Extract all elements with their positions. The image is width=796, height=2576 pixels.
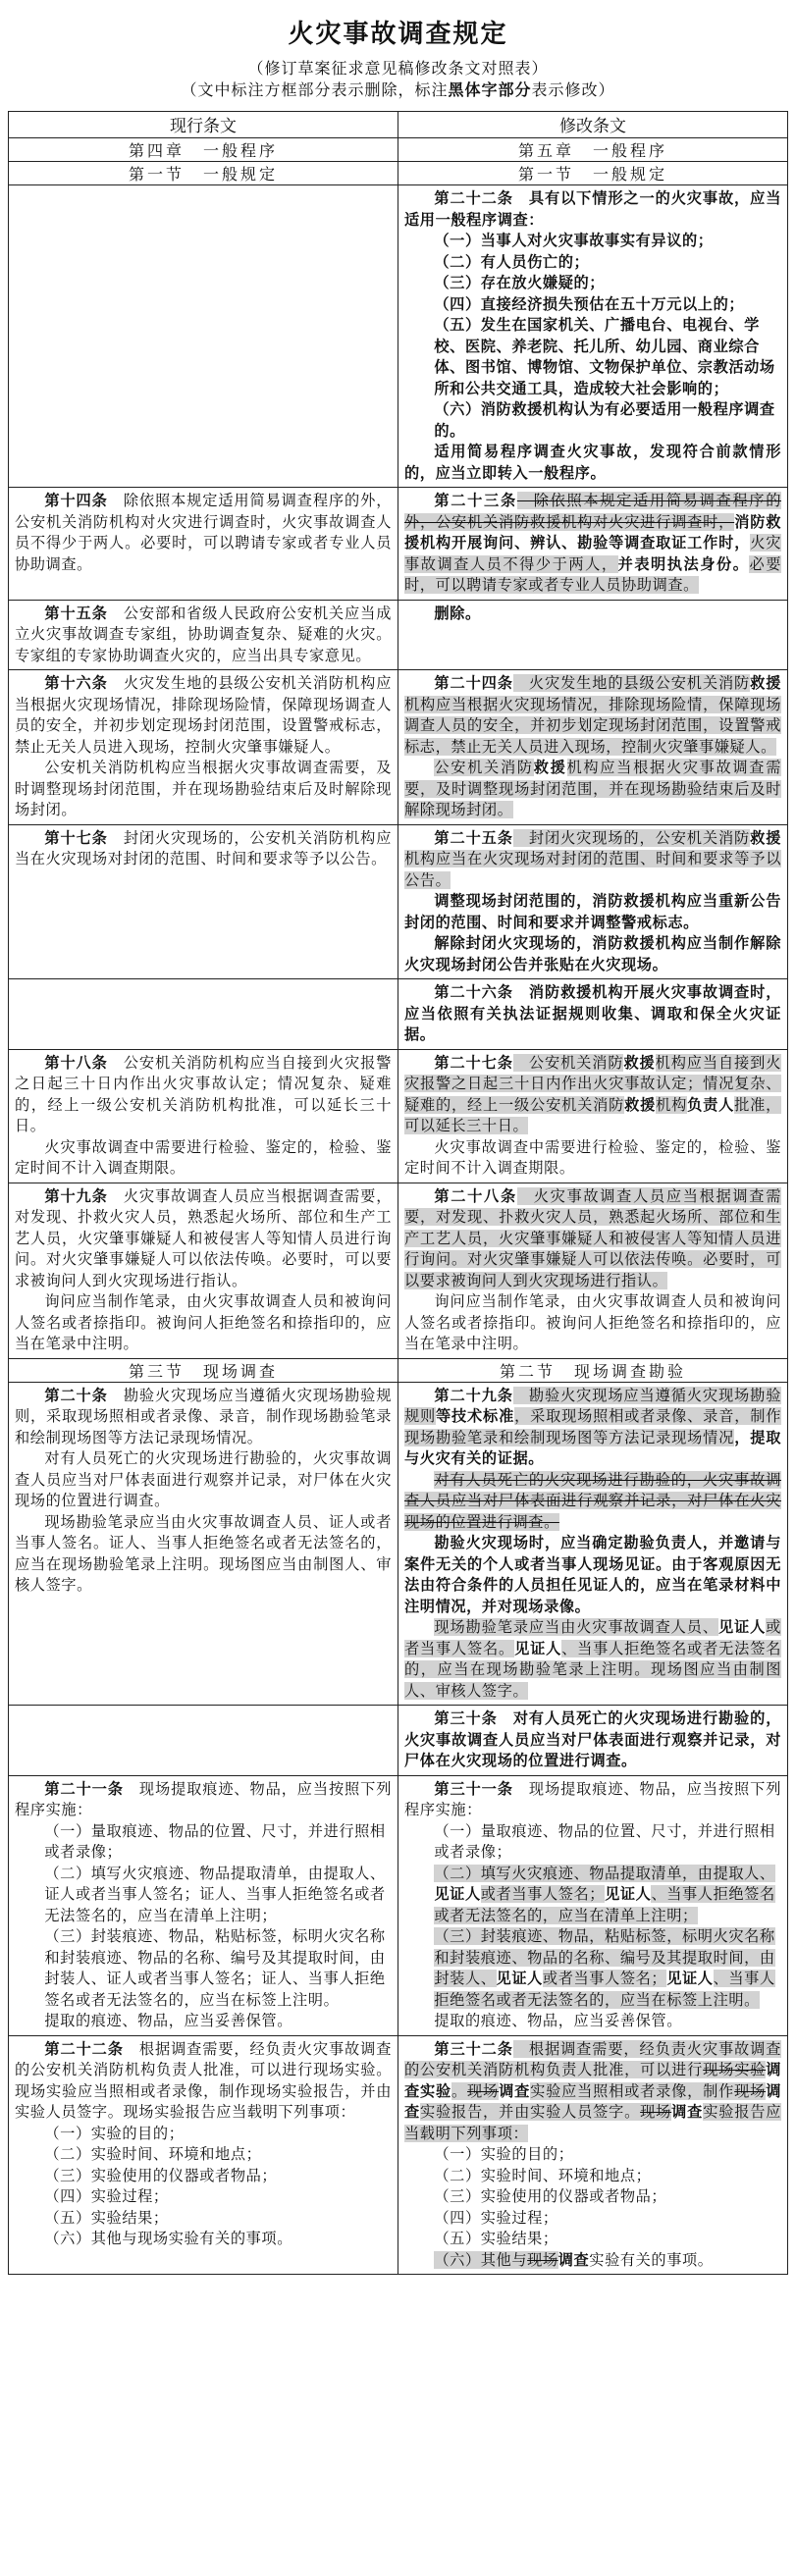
current-article-cell: [9, 1049, 398, 1183]
text-run: 现场: [640, 2103, 672, 2121]
right-paragraph: [404, 1779, 781, 1821]
revised-article-cell: [398, 670, 788, 825]
document-note: [8, 79, 788, 101]
article-row: [9, 1706, 788, 1776]
table-body: [9, 138, 788, 2275]
text-run: 公安机关消防: [434, 759, 534, 776]
left-paragraph: [15, 1186, 392, 1292]
revised-article-cell: 第五章 一般程序: [398, 138, 788, 162]
left-paragraph: [15, 1386, 392, 1449]
right-paragraph: [404, 442, 781, 484]
text-run: （三）存在放火嫌疑的；: [434, 274, 606, 291]
text-run: 并表明执法身份。: [617, 554, 750, 573]
right-paragraph: [404, 231, 781, 252]
text-run: 调查: [557, 2250, 590, 2269]
revised-article-cell: 第一节 一般规定: [398, 162, 788, 185]
left-paragraph: [15, 673, 392, 758]
right-paragraph: [404, 1709, 781, 1772]
left-paragraph: [15, 491, 392, 575]
text-run: 救援: [750, 828, 782, 847]
text-run: （二）有人员伤亡的；: [434, 252, 590, 271]
text-run: 见证人: [496, 1970, 543, 1987]
text-run: （二）填写火灾痕迹、物品提取清单，由提取人、: [434, 1864, 775, 1882]
article-row: [9, 600, 788, 670]
right-paragraph: [404, 1926, 781, 2011]
text-run: 第十四条: [44, 492, 108, 509]
left-paragraph: [15, 2011, 392, 2032]
text-run: 机构应当在火灾现场对封闭的范围、时间和要求等予以公告。: [404, 850, 781, 889]
text-run: 根据调查需要，经负责火灾事故调查的公安机关消防机构负责人批准，可以进行现场实验。现场实验应当照相或者录像，制作现场实验报告，并由实验人员签字。现场实验报告应当载明下列事项：: [15, 2039, 393, 2121]
text-run: 第二十二条: [44, 2039, 124, 2058]
right-paragraph: [404, 2166, 781, 2187]
document-page: [8, 0, 788, 2275]
text-run: 第十九条: [44, 1186, 108, 1205]
current-article-cell: [9, 488, 398, 601]
right-paragraph: [404, 2250, 781, 2272]
text-run: 消防救援机构开展询问、辨认、勘验等调查取证工作时，: [404, 512, 781, 552]
text-run: 现场勘验笔录应当由火灾事故调查人员、: [434, 1618, 718, 1636]
text-run: 、当事人拒绝签名或者无法签名的，应当在现场勘验笔录上注明。现场图应当由制图人、审核人签字。: [404, 1639, 781, 1700]
left-paragraph: [15, 758, 392, 821]
right-paragraph: [404, 1386, 781, 1470]
text-run: ，采取现场照相或者录像、录音，制作现场勘验笔录和绘制现场图等方法记录现场情况: [404, 1407, 782, 1446]
text-run: 除依照本规定适用简易调查程序的外，公安机关消防救援机构对火灾进行调查时，: [404, 492, 781, 531]
text-run: 火灾事故调查人员应当根据调查需要，对发现、扑救火灾人员，熟悉起火场所、部位和生产工艺人员，火灾肇事嫌疑人和被侵害人等知情人员进行询问。对火灾肇事嫌疑人可以依法传唤。必要时，可以要求被询问人到火灾现场进行指认。: [404, 1186, 781, 1289]
text-run: 现场实验: [703, 2061, 767, 2078]
left-paragraph: [15, 604, 392, 667]
left-paragraph: [15, 828, 392, 870]
revised-article-cell: [398, 488, 788, 601]
right-paragraph: [404, 273, 781, 294]
text-run: （六）消防救援机构认为有必要适用一般程序调查的。: [434, 400, 775, 440]
section-heading-row: [9, 162, 788, 185]
revised-article-cell: [398, 600, 788, 670]
text-run: 调查: [499, 2081, 531, 2100]
text-run: 见证人: [434, 1885, 481, 1903]
left-paragraph: [15, 1137, 392, 1180]
article-row: [9, 1183, 788, 1358]
left-paragraph: [15, 1926, 392, 2011]
right-paragraph: [404, 491, 781, 597]
text-run: ，提取与火灾有关的证据。: [404, 1428, 781, 1467]
right-paragraph: [404, 2229, 781, 2250]
document-subtitle: （修订草案征求意见稿修改条文对照表）: [247, 59, 549, 78]
text-run: 封闭火灾现场的，公安机关消防机构应当在火灾现场对封闭的范围、时间和要求等予以公告。: [15, 828, 392, 867]
left-paragraph: [15, 1448, 392, 1512]
revised-article-cell: [398, 185, 788, 488]
text-run: 机构应当自接到火灾报警之日起三十日内作出火灾事故认定；情况复杂、疑难的，经上一级公安机关消防: [404, 1053, 781, 1114]
article-row: [9, 1775, 788, 2035]
text-run: 救援: [624, 1095, 657, 1114]
text-run: 第二十七条: [434, 1053, 513, 1072]
left-paragraph: [15, 2208, 392, 2230]
column-header-current: 现行条文: [9, 112, 398, 138]
revised-article-cell: [398, 1183, 788, 1358]
text-run: 第二十一条: [44, 1779, 124, 1798]
text-run: 第二十九条: [434, 1386, 513, 1404]
text-run: 见证人: [514, 1639, 562, 1657]
text-run: 救援: [750, 674, 782, 692]
right-paragraph: [404, 2039, 781, 2145]
text-run: 实验应当照相或者录像，制作: [530, 2081, 735, 2100]
right-paragraph: [404, 1291, 781, 1355]
text-run: 公安机关消防机构应当根据火灾事故调查需要，及时调整现场封闭范围，并在现场勘验结束后及时解除现场封闭。: [15, 759, 392, 818]
text-run: 具有以下情形之一的火灾事故，应当适用一般程序调查：: [404, 189, 782, 229]
text-run: 第二十八条: [434, 1186, 517, 1205]
text-run: 现场勘验笔录应当由火灾事故调查人员、证人或者当事人签名。证人、当事人拒绝签名或者无法签名的，应当在现场勘验笔录上注明。现场图应当由制图人、审核人签字。: [15, 1512, 392, 1594]
text-run: 。: [451, 2081, 468, 2100]
text-run: 机构应当根据火灾事故调查需要，及时调整现场封闭范围，并在现场勘验结束后及时解除现场封闭。: [404, 759, 781, 818]
revised-article-cell: [398, 1706, 788, 1776]
text-run: 勘验火灾现场应当遵循火灾现场勘验规则: [404, 1386, 782, 1425]
text-run: 公安部和省级人民政府公安机关应当成立火灾事故调查专家组，协助调查复杂、疑难的火灾。专家组的专家协助调查火灾的，应当出具专家意见。: [15, 604, 392, 664]
left-paragraph: [15, 2124, 392, 2145]
left-paragraph: [15, 2166, 392, 2187]
article-row: [9, 185, 788, 488]
text-run: 对有人员死亡的火灾现场进行勘验的，火灾事故调查人员应当对尸体表面进行观察并记录，对尸体在火灾现场的位置进行调查。: [404, 1470, 781, 1531]
text-run: 除依照本规定适用简易调查程序的外，公安机关消防机构对火灾进行调查时，火灾事故调查人员不得少于两人。必要时，可以聘请专家或者专业人员协助调查。: [15, 492, 392, 573]
right-paragraph: [404, 1533, 781, 1617]
text-run: 火灾事故调查人员不得少于两人，: [404, 534, 781, 573]
right-paragraph: [404, 1617, 781, 1702]
text-run: （一）量取痕迹、物品的位置、尺寸，并进行照相或者录像；: [434, 1821, 775, 1861]
text-run: 对有人员死亡的火灾现场进行勘验的，火灾事故调查人员应当对尸体表面进行观察并记录，对尸体在火灾现场的位置进行调查。: [15, 1449, 392, 1509]
text-run: 公安机关消防: [512, 1053, 624, 1072]
left-paragraph: [15, 2144, 392, 2166]
text-run: 公安机关消防机构应当自接到火灾报警之日起三十日内作出火灾事故认定；情况复杂、疑难的，经上一级公安机关消防机构批准，可以延长三十日。: [15, 1053, 392, 1134]
text-run: 实验有关的事项。: [589, 2250, 714, 2269]
text-run: 第二十五条: [434, 828, 513, 847]
text-run: 询问应当制作笔录，由火灾事故调查人员和被询问人签名或者捺指印。被询问人拒绝签名和捺指印的，应当在笔录中注明。: [404, 1292, 781, 1352]
right-paragraph: [404, 315, 781, 399]
text-run: 解除封闭火灾现场的，消防救援机构应当制作解除火灾现场封闭公告并张贴在火灾现场。: [404, 934, 781, 973]
text-run: 根据调查需要，经负责火灾事故调查的公安机关消防机构负责人批准，可以进行: [404, 2039, 782, 2078]
document-title: 火灾事故调查规定: [288, 20, 508, 49]
text-run: （二）实验时间、环境和地点；: [44, 2145, 262, 2163]
article-row: [9, 1049, 788, 1183]
column-header-revised: 修改条文: [398, 112, 788, 138]
text-run: 第十六条: [44, 674, 108, 692]
article-row: [9, 1382, 788, 1706]
text-run: （二）填写火灾痕迹、物品提取清单，由提取人、证人或者当事人签名；证人、当事人拒绝签名或者无法签名的，应当在清单上注明；: [44, 1864, 386, 1924]
revised-article-cell: [398, 1049, 788, 1183]
article-row: [9, 488, 788, 601]
current-article-cell: [9, 1706, 398, 1776]
text-run: 、当事人拒绝签名或者无法签名的，应当在清单上注明；: [434, 1885, 775, 1924]
text-run: 负责人: [687, 1095, 735, 1114]
text-run: 调查: [404, 2081, 781, 2121]
text-run: 火灾事故调查人员应当根据调查需要，对发现、扑救火灾人员，熟悉起火场所、部位和生产工艺人员，火灾肇事嫌疑人和被侵害人等知情人员进行询问。对火灾肇事嫌疑人可以依法传唤。必要时，可以要求被询问人到火灾现场进行指认。: [15, 1186, 392, 1289]
right-paragraph: [404, 933, 781, 975]
text-run: 火灾事故调查中需要进行检验、鉴定的，检验、鉴定时间不计入调查期限。: [15, 1137, 392, 1177]
text-run: 第三十二条: [434, 2039, 513, 2058]
right-paragraph: [404, 2208, 781, 2230]
text-run: 见证人: [605, 1885, 652, 1903]
right-paragraph: [404, 758, 781, 821]
text-run: 救援: [533, 759, 567, 776]
text-run: 删除。: [434, 604, 481, 622]
text-run: （三）封装痕迹、物品，粘贴标签，标明火灾名称和封装痕迹、物品的名称、编号及其提取时间，由封装人、证人或者当事人签名；证人、当事人拒绝签名或者无法签名的，应当在标签上注明。: [44, 1927, 386, 2009]
text-run: （四）实验过程；: [434, 2208, 558, 2227]
text-run: （五）实验结果；: [434, 2230, 558, 2247]
text-run: 火灾发生地的县级公安机关消防机构应当根据火灾现场情况，排除现场险情，保障现场调查人员的安全，并初步划定现场封闭范围，设置警戒标志，禁止无关人员进入现场，控制火灾肇事嫌疑人。: [15, 674, 392, 756]
text-run: 现场提取痕迹、物品，应当按照下列程序实施：: [15, 1779, 393, 1818]
text-run: 调整现场封闭范围的，消防救援机构应当重新公告封闭的范围、时间和要求并调整警戒标志。: [404, 892, 781, 931]
text-run: （三）封装痕迹、物品，粘贴标签，标明火灾名称和封装痕迹、物品的名称、编号及其提取时间，由封装人、: [434, 1927, 775, 1987]
left-paragraph: [15, 2039, 392, 2124]
left-paragraph: [15, 1291, 392, 1355]
left-paragraph: [15, 1053, 392, 1137]
text-run: （四）直接经济损失预估在五十万元以上的；: [434, 294, 745, 313]
text-run: 或者当事人签名；: [480, 1885, 606, 1903]
text-run: （一）实验的目的；: [434, 2145, 574, 2163]
text-run: 勘验火灾现场应当遵循火灾现场勘验规则，采取现场照相或者录像、录音，制作现场勘验笔录和绘制现场图等方法记录现场情况。: [15, 1386, 392, 1446]
text-run: 实验报告，并由实验人员签字。: [420, 2103, 641, 2121]
text-run: 询问应当制作笔录，由火灾事故调查人员和被询问人签名或者捺指印。被询问人拒绝签名和捺指印的，应当在笔录中注明。: [15, 1292, 392, 1352]
text-run: 第二十条: [44, 1386, 108, 1404]
right-paragraph: [404, 891, 781, 933]
left-paragraph: [15, 2186, 392, 2208]
text-run: 第二十六条 消防救援机构开展火灾事故调查时，应当依照有关执法证据规则收集、调取和保全火灾证据。: [404, 983, 781, 1043]
comparison-table: [8, 111, 788, 2275]
text-run: 见证人: [666, 1970, 714, 1987]
right-paragraph: [404, 982, 781, 1046]
text-run: （一）实验的目的；: [44, 2124, 185, 2142]
left-paragraph: [15, 1512, 392, 1597]
revised-article-cell: 第二节 现场调查勘验: [398, 1358, 788, 1382]
text-run: 火灾发生地的县级公安机关消防: [512, 674, 751, 692]
right-paragraph: [404, 604, 781, 625]
text-run: 火灾事故调查中需要进行检验、鉴定的，检验、鉴定时间不计入调查期限。: [404, 1137, 781, 1177]
text-run: 第十七条: [44, 828, 108, 847]
section-heading-row: [9, 1358, 788, 1382]
text-run: 对有人员死亡的火灾现场进行勘验的，火灾事故调查人员应当对尸体表面进行观察并记录，对尸体在火灾现场的位置进行调查。: [404, 1709, 781, 1769]
note-part-1: （文中标注方框部分表示删除，标注: [181, 80, 449, 99]
current-article-cell: [9, 824, 398, 979]
revised-article-cell: [398, 1382, 788, 1706]
right-paragraph: [404, 1137, 781, 1180]
note-part-3: 表示修改）: [531, 80, 615, 99]
text-run: 第十五条: [44, 604, 108, 622]
text-run: 第二十三条: [434, 492, 517, 509]
right-paragraph: [404, 1864, 781, 1927]
text-run: 提取的痕迹、物品，应当妥善保管。: [434, 2012, 682, 2029]
current-article-cell: 第一节 一般规定: [9, 162, 398, 185]
text-run: 第三十一条: [434, 1779, 513, 1798]
text-run: （三）实验使用的仪器或者物品；: [434, 2187, 667, 2205]
revised-article-cell: [398, 824, 788, 979]
text-run: 调查实验: [404, 2061, 782, 2100]
text-run: 见证人: [717, 1618, 767, 1636]
text-run: 封闭火灾现场的，公安机关消防: [512, 828, 751, 847]
article-row: [9, 979, 788, 1050]
article-row: [9, 824, 788, 979]
revised-article-cell: [398, 979, 788, 1050]
text-run: 现场提取痕迹、物品，应当按照下列程序实施：: [404, 1779, 782, 1818]
right-paragraph: [404, 252, 781, 274]
right-paragraph: [404, 2144, 781, 2166]
text-run: 第三十条: [434, 1709, 498, 1727]
right-paragraph: [404, 294, 781, 316]
table-header-row: [9, 112, 788, 138]
text-run: （三）实验使用的仪器或者物品；: [44, 2166, 278, 2184]
current-article-cell: [9, 979, 398, 1050]
right-paragraph: [404, 673, 781, 758]
text-run: 机构应当根据火灾现场情况，排除现场险情，保障现场调查人员的安全，并初步划定现场封闭范围，设置警戒标志，禁止无关人员进入现场，控制火灾肇事嫌疑人。: [404, 695, 781, 756]
right-paragraph: [404, 399, 781, 442]
revised-article-cell: [398, 1775, 788, 2035]
text-run: 实验报告应当载明下列事项：: [404, 2103, 782, 2142]
current-article-cell: [9, 600, 398, 670]
text-run: 第二十二条: [434, 189, 513, 207]
current-article-cell: 第三节 现场调查: [9, 1358, 398, 1382]
right-paragraph: [404, 1470, 781, 1534]
article-row: [9, 670, 788, 825]
article-row: [9, 2035, 788, 2275]
current-article-cell: [9, 1775, 398, 2035]
left-paragraph: [15, 1779, 392, 1821]
text-run: （五）实验结果；: [44, 2208, 169, 2227]
text-run: 适用简易程序调查火灾事故，发现符合前款情形的，应当立即转入一般程序。: [404, 443, 781, 482]
section-heading-row: [9, 138, 788, 162]
right-paragraph: [404, 1821, 781, 1864]
text-run: 第二十四条: [434, 674, 513, 692]
right-paragraph: [404, 2186, 781, 2208]
text-run: 必要时，可以聘请专家或者专业人员协助调查。: [404, 554, 781, 594]
current-article-cell: 第四章 一般程序: [9, 138, 398, 162]
text-run: 救援: [623, 1053, 656, 1072]
text-run: 、当事人拒绝签名或者无法签名的，应当在标签上注明。: [434, 1970, 775, 2009]
text-run: （六）其他与现场实验有关的事项。: [44, 2230, 292, 2247]
right-paragraph: [404, 828, 781, 892]
text-run: 提取的痕迹、物品，应当妥善保管。: [44, 2012, 292, 2029]
text-run: （四）实验过程；: [44, 2187, 169, 2205]
current-article-cell: [9, 1382, 398, 1706]
text-run: （一）当事人对火灾事故事实有异议的；: [434, 232, 714, 249]
text-run: 或者当事人签名。: [404, 1618, 781, 1657]
left-paragraph: [15, 1864, 392, 1927]
text-run: 批准，可以延长三十日。: [404, 1095, 781, 1134]
text-run: （一）量取痕迹、物品的位置、尺寸，并进行照相或者录像；: [44, 1821, 386, 1861]
text-run: （六）其他与: [434, 2250, 528, 2269]
text-run: 勘验火灾现场时，应当确定勘验负责人，并邀请与案件无关的个人或者当事人现场见证。由于客观原因无法由符合条件的人员担任见证人的，应当在笔录材料中注明情况，并对现场录像。: [404, 1534, 781, 1615]
right-paragraph: [404, 1053, 781, 1137]
text-run: 机构: [656, 1095, 688, 1114]
right-paragraph: [404, 188, 781, 231]
text-run: 现场: [734, 2081, 767, 2100]
revised-article-cell: [398, 2035, 788, 2275]
current-article-cell: [9, 1183, 398, 1358]
text-run: 现场: [527, 2250, 558, 2269]
right-paragraph: [404, 2011, 781, 2032]
current-article-cell: [9, 2035, 398, 2275]
text-run: 第十八条: [44, 1053, 108, 1072]
left-paragraph: [15, 2229, 392, 2250]
text-run: 或者当事人签名；: [542, 1970, 667, 1987]
left-paragraph: [15, 1821, 392, 1864]
text-run: 调查: [671, 2103, 704, 2121]
text-run: 等技术标准: [436, 1407, 515, 1425]
text-run: 现场: [467, 2081, 500, 2100]
current-article-cell: [9, 185, 398, 488]
text-run: （二）实验时间、环境和地点；: [434, 2166, 652, 2184]
right-paragraph: [404, 1186, 781, 1292]
note-part-bold: 黑体字部分: [448, 80, 532, 99]
current-article-cell: [9, 670, 398, 825]
text-run: （五）发生在国家机关、广播电台、电视台、学校、医院、养老院、托儿所、幼儿园、商业综合体、图书馆、博物馆、文物保护单位、宗教活动场所和公共交通工具，造成较大社会影响的；: [434, 316, 775, 397]
